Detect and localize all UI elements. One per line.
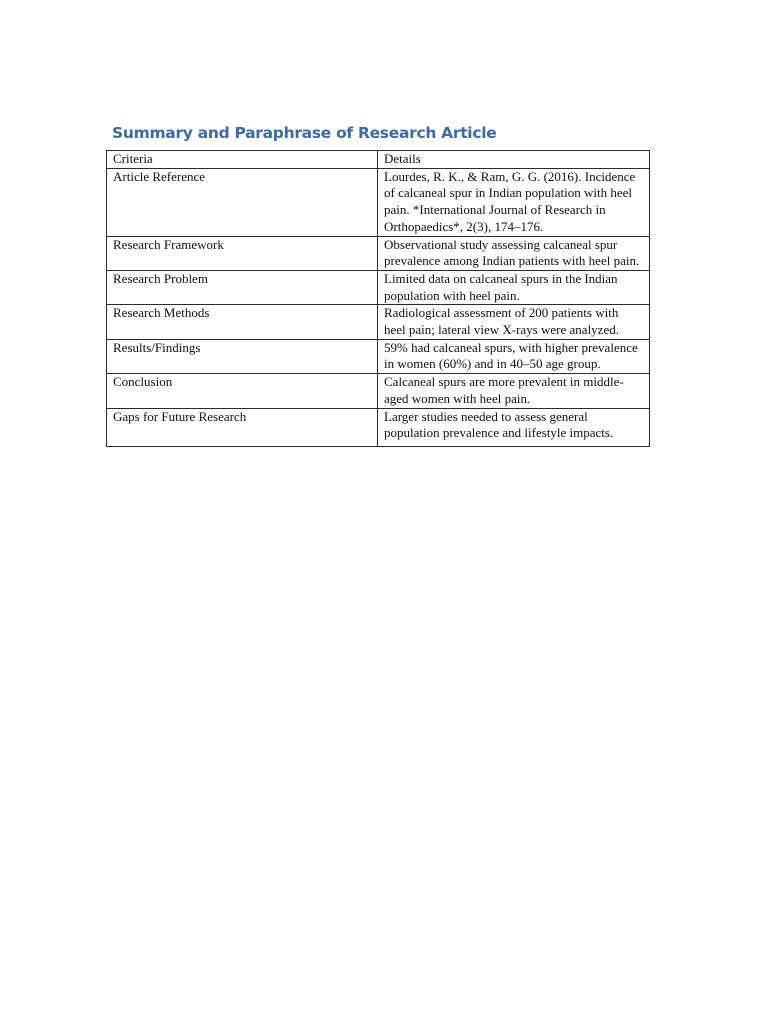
criteria-cell: Research Methods xyxy=(107,305,378,339)
column-header-criteria: Criteria xyxy=(107,151,378,169)
criteria-cell: Conclusion xyxy=(107,374,378,408)
document-title: Summary and Paraphrase of Research Article xyxy=(112,124,497,142)
criteria-cell: Gaps for Future Research xyxy=(107,408,378,446)
criteria-cell: Research Framework xyxy=(107,236,378,270)
criteria-cell: Results/Findings xyxy=(107,339,378,373)
table-row xyxy=(107,339,650,373)
table-row xyxy=(107,236,650,270)
column-header-details: Details xyxy=(378,151,650,169)
table-row xyxy=(107,305,650,339)
table-row xyxy=(107,408,650,446)
table-row xyxy=(107,374,650,408)
table-row xyxy=(107,168,650,236)
details-cell: Lourdes, R. K., & Ram, G. G. (2016). Incidence of calcaneal spur in Indian population with heel pain. *International Journal of Research in Orthopaedics*, 2(3), 174–176. xyxy=(378,168,650,236)
criteria-cell: Article Reference xyxy=(107,168,378,236)
details-cell: Radiological assessment of 200 patients with heel pain; lateral view X-rays were analyzed. xyxy=(378,305,650,339)
details-cell: 59% had calcaneal spurs, with higher prevalence in women (60%) and in 40–50 age group. xyxy=(378,339,650,373)
details-cell: Limited data on calcaneal spurs in the Indian population with heel pain. xyxy=(378,270,650,304)
table-header-row xyxy=(107,151,650,169)
details-cell: Calcaneal spurs are more prevalent in middle-aged women with heel pain. xyxy=(378,374,650,408)
details-cell: Observational study assessing calcaneal spur prevalence among Indian patients with heel pain. xyxy=(378,236,650,270)
table-row xyxy=(107,270,650,304)
summary-table xyxy=(106,150,650,447)
criteria-cell: Research Problem xyxy=(107,270,378,304)
details-cell: Larger studies needed to assess general population prevalence and lifestyle impacts. xyxy=(378,408,650,446)
